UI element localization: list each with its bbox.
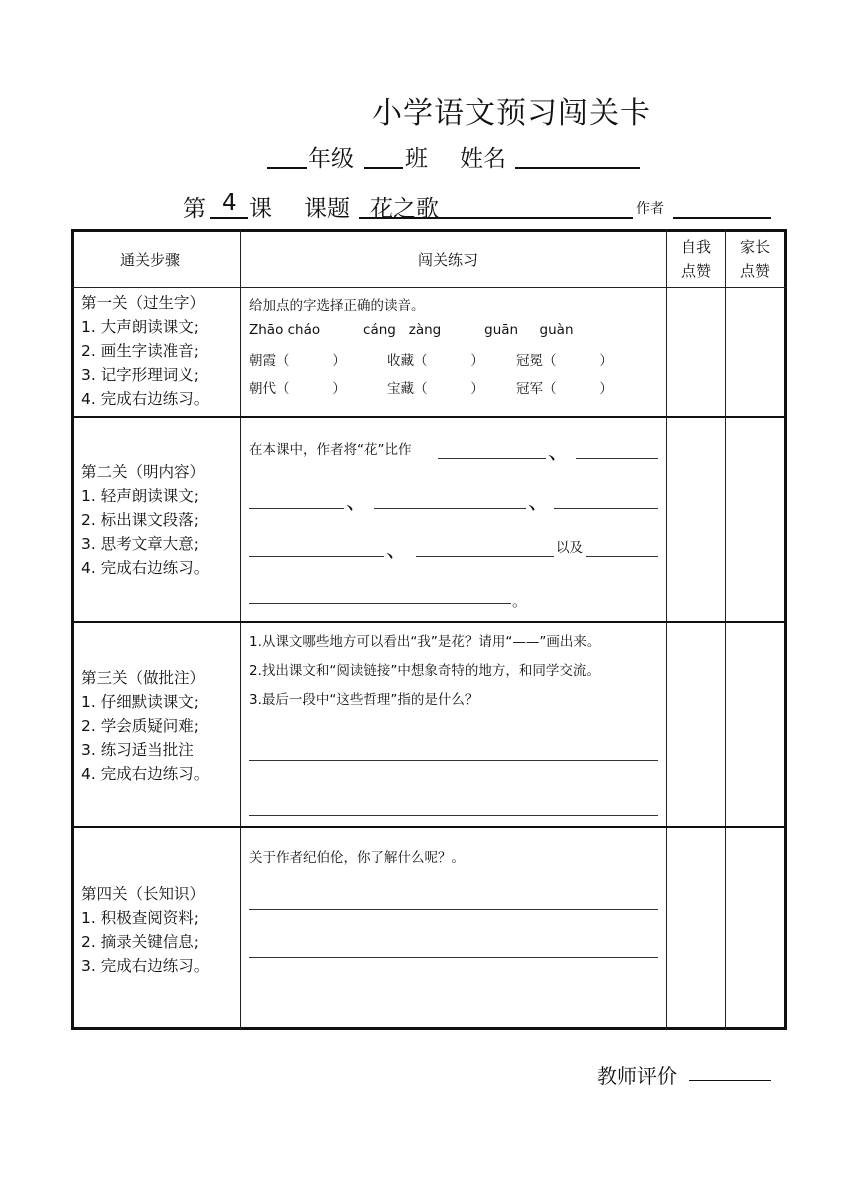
lesson-number-underline [210, 217, 248, 219]
answer-blank[interactable] [249, 508, 344, 509]
answer-blank[interactable] [554, 508, 658, 509]
stage1-step: 1. 大声朗读课文; [81, 318, 199, 336]
author-label: 作者 [636, 201, 664, 217]
comma: 、 [346, 490, 369, 515]
stage1-word-chaoxia[interactable]: 朝霞（ ） [249, 353, 346, 369]
answer-blank[interactable] [416, 556, 554, 557]
page-title: 小学语文预习闯关卡 [372, 96, 651, 131]
stage3-step: 3. 练习适当批注 [81, 741, 194, 759]
stage1-word-baozang[interactable]: 宝藏（ ） [387, 381, 484, 397]
stage1-steps [81, 291, 209, 411]
row-divider-stage2 [71, 621, 787, 623]
grade-label: 年级 [308, 146, 354, 172]
stage1-word-chaodai[interactable]: 朝代（ ） [249, 381, 346, 397]
row-divider-stage1 [71, 416, 787, 418]
stage1-step: 2. 画生字读准音; [81, 342, 199, 360]
class-label: 班 [405, 146, 428, 172]
period: 。 [512, 592, 528, 610]
lesson-number: 4 [222, 190, 237, 216]
grade-blank[interactable] [267, 167, 307, 169]
header-parent-praise-1: 家长 [740, 238, 771, 256]
stage1-instruction: 给加点的字选择正确的读音。 [249, 298, 425, 314]
header-self-praise-2: 点赞 [681, 262, 712, 280]
stage4-step: 1. 积极查阅资料; [81, 909, 199, 927]
teacher-evaluation-label: 教师评价 [597, 1064, 677, 1088]
stage1-step: 4. 完成右边练习。 [81, 390, 210, 408]
stage2-step: 2. 标出课文段落; [81, 511, 199, 529]
stage3-title: 第三关（做批注） [81, 669, 206, 687]
stage4-title: 第四关（长知识） [81, 885, 206, 903]
row-divider-stage3 [71, 826, 787, 828]
name-label: 姓名 [460, 146, 506, 172]
answer-blank[interactable] [586, 556, 658, 557]
lesson-suffix: 课 [249, 196, 272, 222]
stage1-title: 第一关（过生字） [81, 294, 206, 312]
stage3-steps [81, 666, 209, 786]
comma: 、 [386, 538, 409, 563]
stage1-word-guanmian[interactable]: 冠冕（ ） [516, 353, 613, 369]
stage2-step: 1. 轻声朗读课文; [81, 487, 199, 505]
stage3-step: 1. 仔细默读课文; [81, 693, 199, 711]
stage4-step: 3. 完成右边练习。 [81, 957, 210, 975]
comma: 、 [528, 490, 551, 515]
header-exercises: 闯关练习 [418, 251, 479, 269]
lesson-prefix: 第 [183, 196, 206, 222]
stage1-pinyin: Zhāo cháo cáng zàng guān guàn [249, 322, 574, 338]
topic-label: 课题 [304, 196, 350, 222]
stage2-step: 4. 完成右边练习。 [81, 559, 210, 577]
header-self-praise-1: 自我 [681, 238, 712, 256]
answer-line[interactable] [249, 815, 658, 816]
stage2-steps [81, 460, 209, 580]
topic-value: 花之歌 [370, 196, 439, 222]
teacher-evaluation-blank[interactable] [689, 1080, 771, 1081]
answer-blank[interactable] [374, 508, 526, 509]
stage3-question-2: 2.找出课文和“阅读链接”中想象奇特的地方，和同学交流。 [249, 663, 600, 679]
stage3-step: 4. 完成右边练习。 [81, 765, 210, 783]
answer-line[interactable] [249, 957, 658, 958]
topic-underline [359, 217, 633, 219]
answer-blank[interactable] [438, 458, 546, 459]
stage2-step: 3. 思考文章大意; [81, 535, 199, 553]
and-word: 以及 [556, 540, 583, 556]
answer-blank[interactable] [576, 458, 658, 459]
stage1-step: 3. 记字形理词义; [81, 366, 199, 384]
author-blank[interactable] [673, 217, 771, 219]
stage4-question: 关于作者纪伯伦，你了解什么呢？。 [249, 850, 465, 866]
comma: 、 [548, 440, 571, 465]
stage3-question-3: 3.最后一段中“这些哲理”指的是什么？ [249, 692, 479, 708]
stage2-title: 第二关（明内容） [81, 463, 206, 481]
header-parent-praise-2: 点赞 [740, 262, 771, 280]
answer-blank[interactable] [249, 603, 511, 604]
stage1-word-guanjun[interactable]: 冠军（ ） [516, 381, 613, 397]
answer-line[interactable] [249, 909, 658, 910]
class-blank[interactable] [364, 167, 403, 169]
header-steps: 通关步骤 [120, 251, 181, 269]
answer-blank[interactable] [249, 556, 384, 557]
stage2-prompt: 在本课中，作者将“花”比作 [249, 442, 412, 458]
name-blank[interactable] [515, 167, 640, 169]
stage3-question-1: 1.从课文哪些地方可以看出“我”是花？请用“——”画出来。 [249, 634, 601, 650]
row-divider-header [71, 287, 787, 288]
stage4-step: 2. 摘录关键信息; [81, 933, 199, 951]
answer-line[interactable] [249, 760, 658, 761]
column-divider-exercises [666, 229, 667, 1030]
stage1-word-shoucang[interactable]: 收藏（ ） [387, 353, 484, 369]
stage3-step: 2. 学会质疑问难; [81, 717, 199, 735]
stage4-steps [81, 882, 209, 978]
column-divider-self [725, 229, 726, 1030]
column-divider-steps [240, 229, 241, 1030]
